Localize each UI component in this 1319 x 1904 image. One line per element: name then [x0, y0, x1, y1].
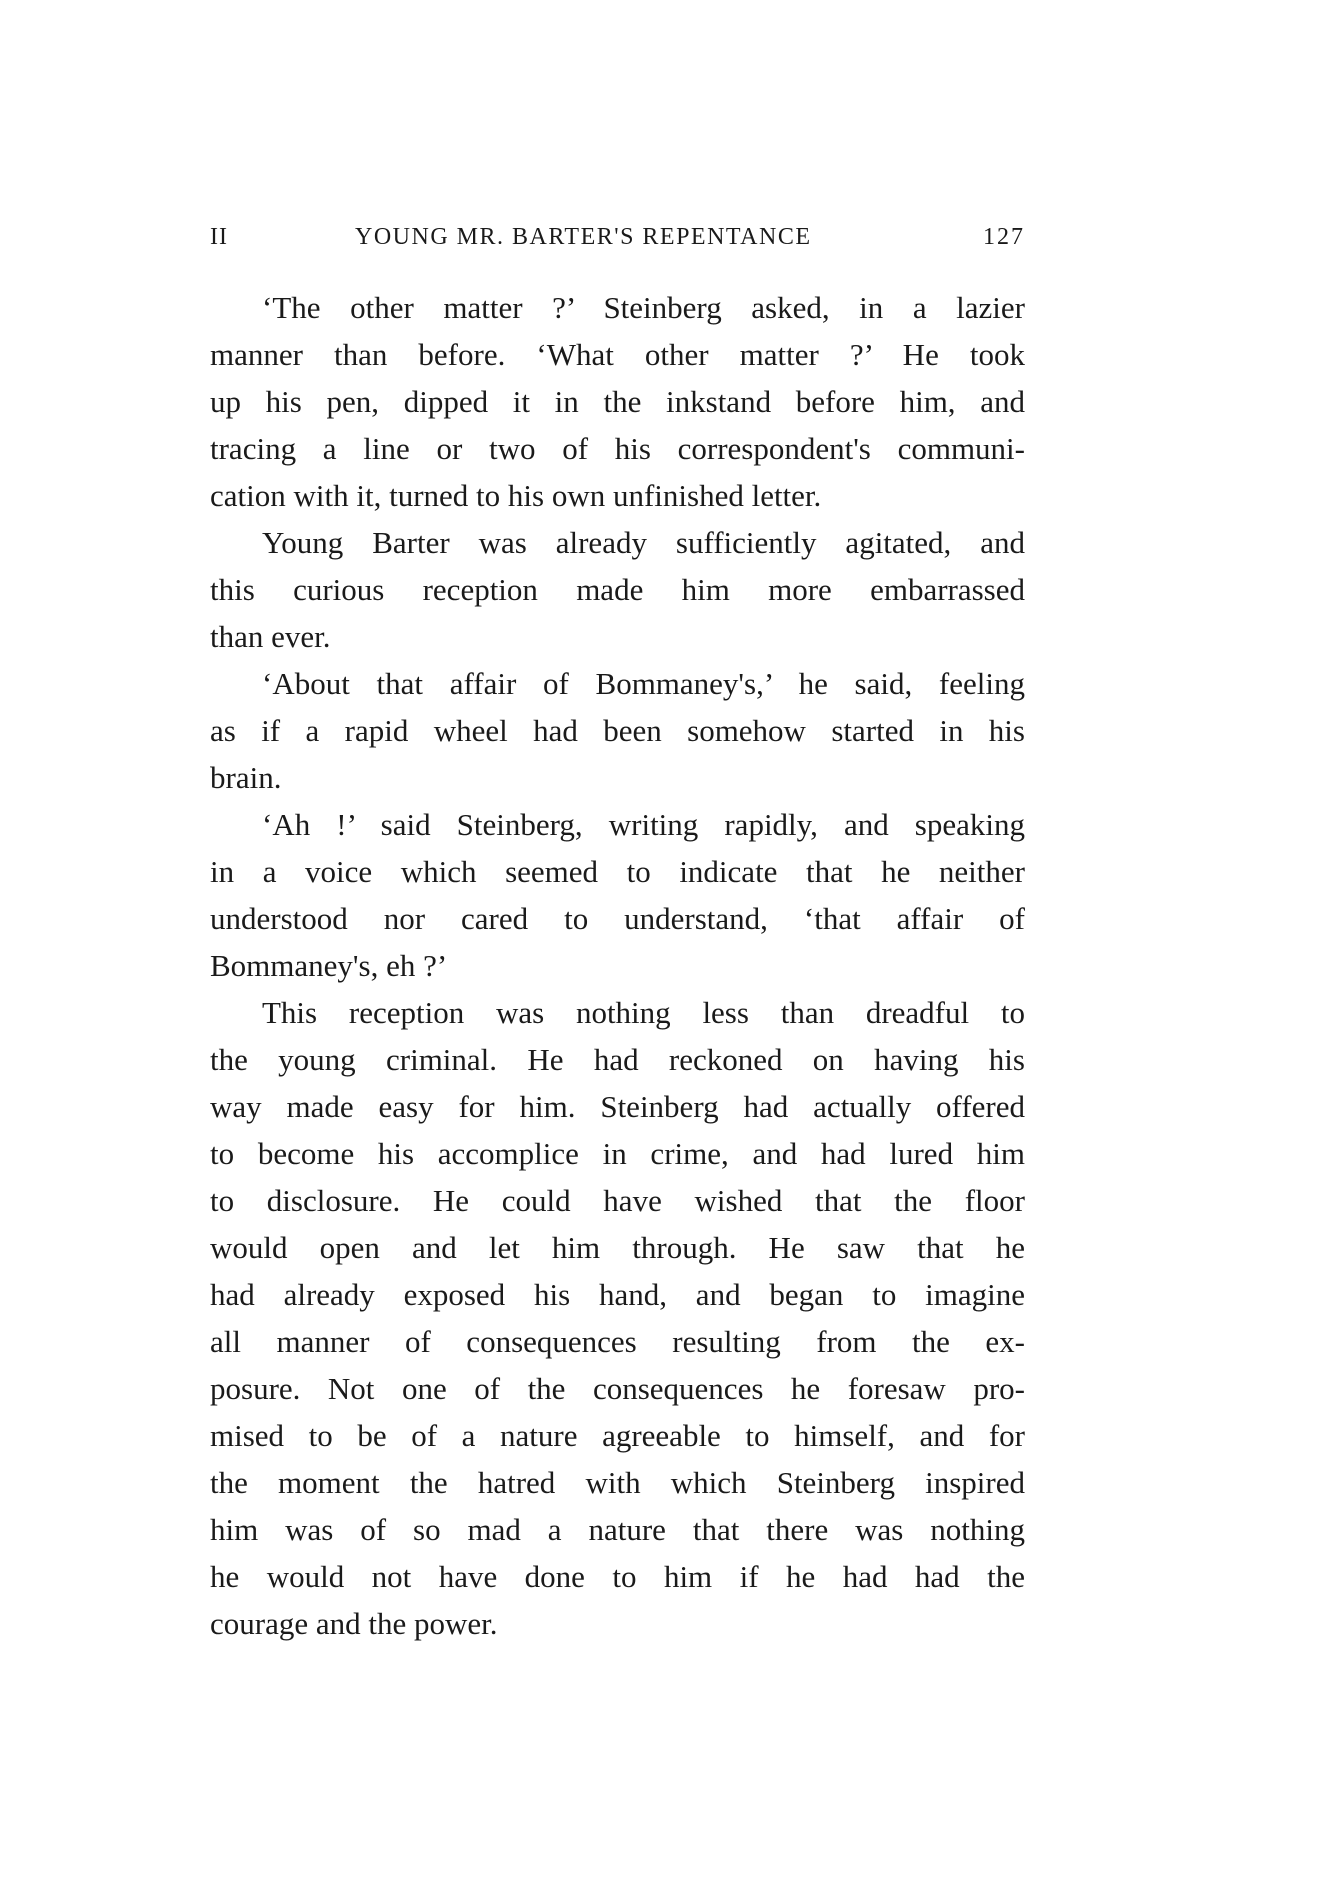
text-line: mised to be of a nature agreeable to himself, and for	[210, 1418, 1025, 1453]
chapter-number: II	[210, 224, 228, 250]
text-line: manner than before. ‘What other matter ?’ He took	[210, 337, 1025, 372]
running-head	[210, 224, 1025, 264]
text-line: this curious reception made him more embarrassed	[210, 572, 1025, 607]
text-line: ‘The other matter ?’ Steinberg asked, in a lazier	[262, 290, 1025, 325]
text-line: ‘Ah !’ said Steinberg, writing rapidly, and speaking	[262, 807, 1025, 842]
text-line: he would not have done to him if he had had the	[210, 1559, 1025, 1594]
text-line: way made easy for him. Steinberg had actually offered	[210, 1089, 1025, 1124]
text-line: to become his accomplice in crime, and had lured him	[210, 1136, 1025, 1171]
text-line: Young Barter was already sufficiently agitated, and	[262, 525, 1025, 560]
text-line: ‘About that affair of Bommaney's,’ he said, feeling	[262, 666, 1025, 701]
paragraph	[210, 989, 1025, 1647]
text-line: all manner of consequences resulting from the ex-	[210, 1324, 1025, 1359]
text-line: brain.	[210, 760, 282, 795]
page-number: 127	[983, 224, 1025, 250]
paragraph	[210, 284, 1025, 519]
text-line: had already exposed his hand, and began to imagine	[210, 1277, 1025, 1312]
text-line: the young criminal. He had reckoned on having his	[210, 1042, 1025, 1077]
paragraph	[210, 519, 1025, 660]
text-line: him was of so mad a nature that there was nothing	[210, 1512, 1025, 1547]
paragraph	[210, 660, 1025, 801]
text-line: cation with it, turned to his own unfinished letter.	[210, 478, 822, 513]
body-text	[210, 284, 1025, 1647]
text-line: posure. Not one of the consequences he foresaw pro-	[210, 1371, 1025, 1406]
text-line: would open and let him through. He saw that he	[210, 1230, 1025, 1265]
text-line: courage and the power.	[210, 1606, 498, 1641]
paragraph	[210, 801, 1025, 989]
text-line: understood nor cared to understand, ‘that affair of	[210, 901, 1025, 936]
text-line: as if a rapid wheel had been somehow started in his	[210, 713, 1025, 748]
text-line: the moment the hatred with which Steinberg inspired	[210, 1465, 1025, 1500]
text-line: up his pen, dipped it in the inkstand before him, and	[210, 384, 1025, 419]
text-line: tracing a line or two of his correspondent's communi-	[210, 431, 1025, 466]
text-line: This reception was nothing less than dreadful to	[262, 995, 1025, 1030]
text-line: in a voice which seemed to indicate that he neither	[210, 854, 1025, 889]
text-line: than ever.	[210, 619, 331, 654]
text-line: Bommaney's, eh ?’	[210, 948, 448, 983]
text-line: to disclosure. He could have wished that the floor	[210, 1183, 1025, 1218]
running-title: YOUNG MR. BARTER'S REPENTANCE	[355, 224, 812, 250]
